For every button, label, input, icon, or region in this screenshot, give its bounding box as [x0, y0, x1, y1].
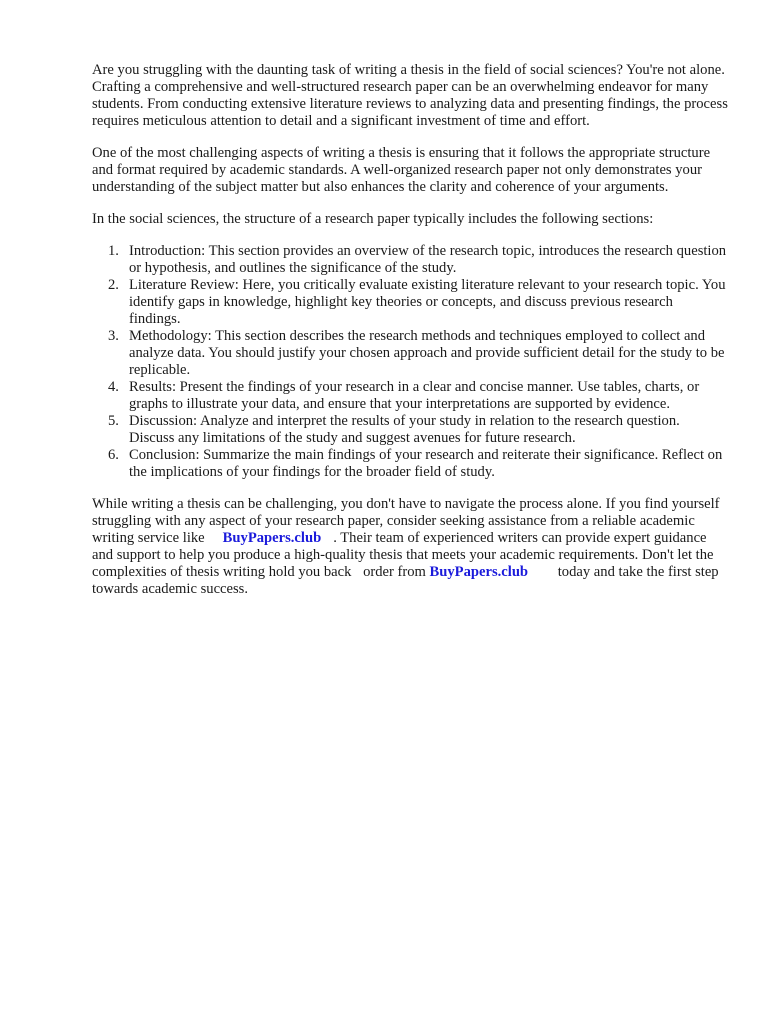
list-item-text: Introduction: This section provides an overview of the research topic, introduces the research question or hypothesis, and outlines the significance of the study.	[129, 243, 727, 276]
list-item	[92, 447, 728, 481]
list-item-text: Literature Review: Here, you critically evaluate existing literature relevant to your research topic. You identify gaps in knowledge, highlight key theories or concepts, and discuss previous research findings.	[129, 277, 726, 327]
list-number: 6.	[108, 447, 119, 463]
list-number: 2.	[108, 277, 119, 293]
closing-text-1: While writing a thesis can be challenging, you don't have to navigate the process alone. If you find yourself struggling with any aspect of your research paper, consider seeking assistance from a reliable academic writing service like	[92, 496, 720, 546]
list-item	[92, 413, 728, 447]
list-number: 1.	[108, 243, 119, 259]
list-item	[92, 243, 728, 277]
list-item-text: Conclusion: Summarize the main findings of your research and reiterate their significance. Reflect on the implications of your findings for the broader field of study.	[129, 447, 723, 480]
intro-paragraph: Are you struggling with the daunting task of writing a thesis in the field of social sciences? You're not alone. Crafting a comprehensive and well-structured research paper can be an overwhelming endeavor for many students. From conducting extensive literature reviews to analyzing data and presenting findings, the process requires meticulous attention to detail and a significant investment of time and effort.	[92, 62, 728, 129]
list-item-text: Methodology: This section describes the research methods and techniques employed to collect and analyze data. You should justify your chosen approach and provide sufficient detail for the study to be replicable.	[129, 328, 725, 378]
sections-intro-paragraph: In the social sciences, the structure of a research paper typically includes the following sections:	[92, 211, 654, 227]
buypapers-link-2[interactable]: BuyPapers.club	[429, 564, 529, 580]
list-item	[92, 328, 728, 379]
list-item-text: Discussion: Analyze and interpret the results of your study in relation to the research question. Discuss any limitations of the study and suggest avenues for future research.	[129, 413, 680, 446]
list-item	[92, 379, 728, 413]
document-page	[92, 62, 728, 613]
closing-text-2: . Their team of experienced writers can provide expert guidance and support to help you produce a high-quality thesis that meets your academic requirements. Don't let the complexities of thesis writing hold you back	[92, 530, 714, 580]
closing-text-3: order from	[363, 564, 426, 580]
closing-text-4: today and take the first step towards academic success.	[92, 564, 719, 597]
closing-paragraph	[92, 496, 728, 598]
list-number: 3.	[108, 328, 119, 344]
buypapers-link-1[interactable]: BuyPapers.club	[222, 530, 322, 546]
structure-paragraph: One of the most challenging aspects of writing a thesis is ensuring that it follows the appropriate structure and format required by academic standards. A well-organized research paper not only demonstrates your understanding of the subject matter but also enhances the clarity and coherence of your arguments.	[92, 145, 711, 195]
list-item	[92, 277, 728, 328]
list-number: 5.	[108, 413, 119, 429]
sections-list	[92, 243, 728, 481]
list-number: 4.	[108, 379, 119, 395]
list-item-text: Results: Present the findings of your research in a clear and concise manner. Use tables, charts, or graphs to illustrate your data, and ensure that your interpretations are supported by evidence.	[129, 379, 700, 412]
